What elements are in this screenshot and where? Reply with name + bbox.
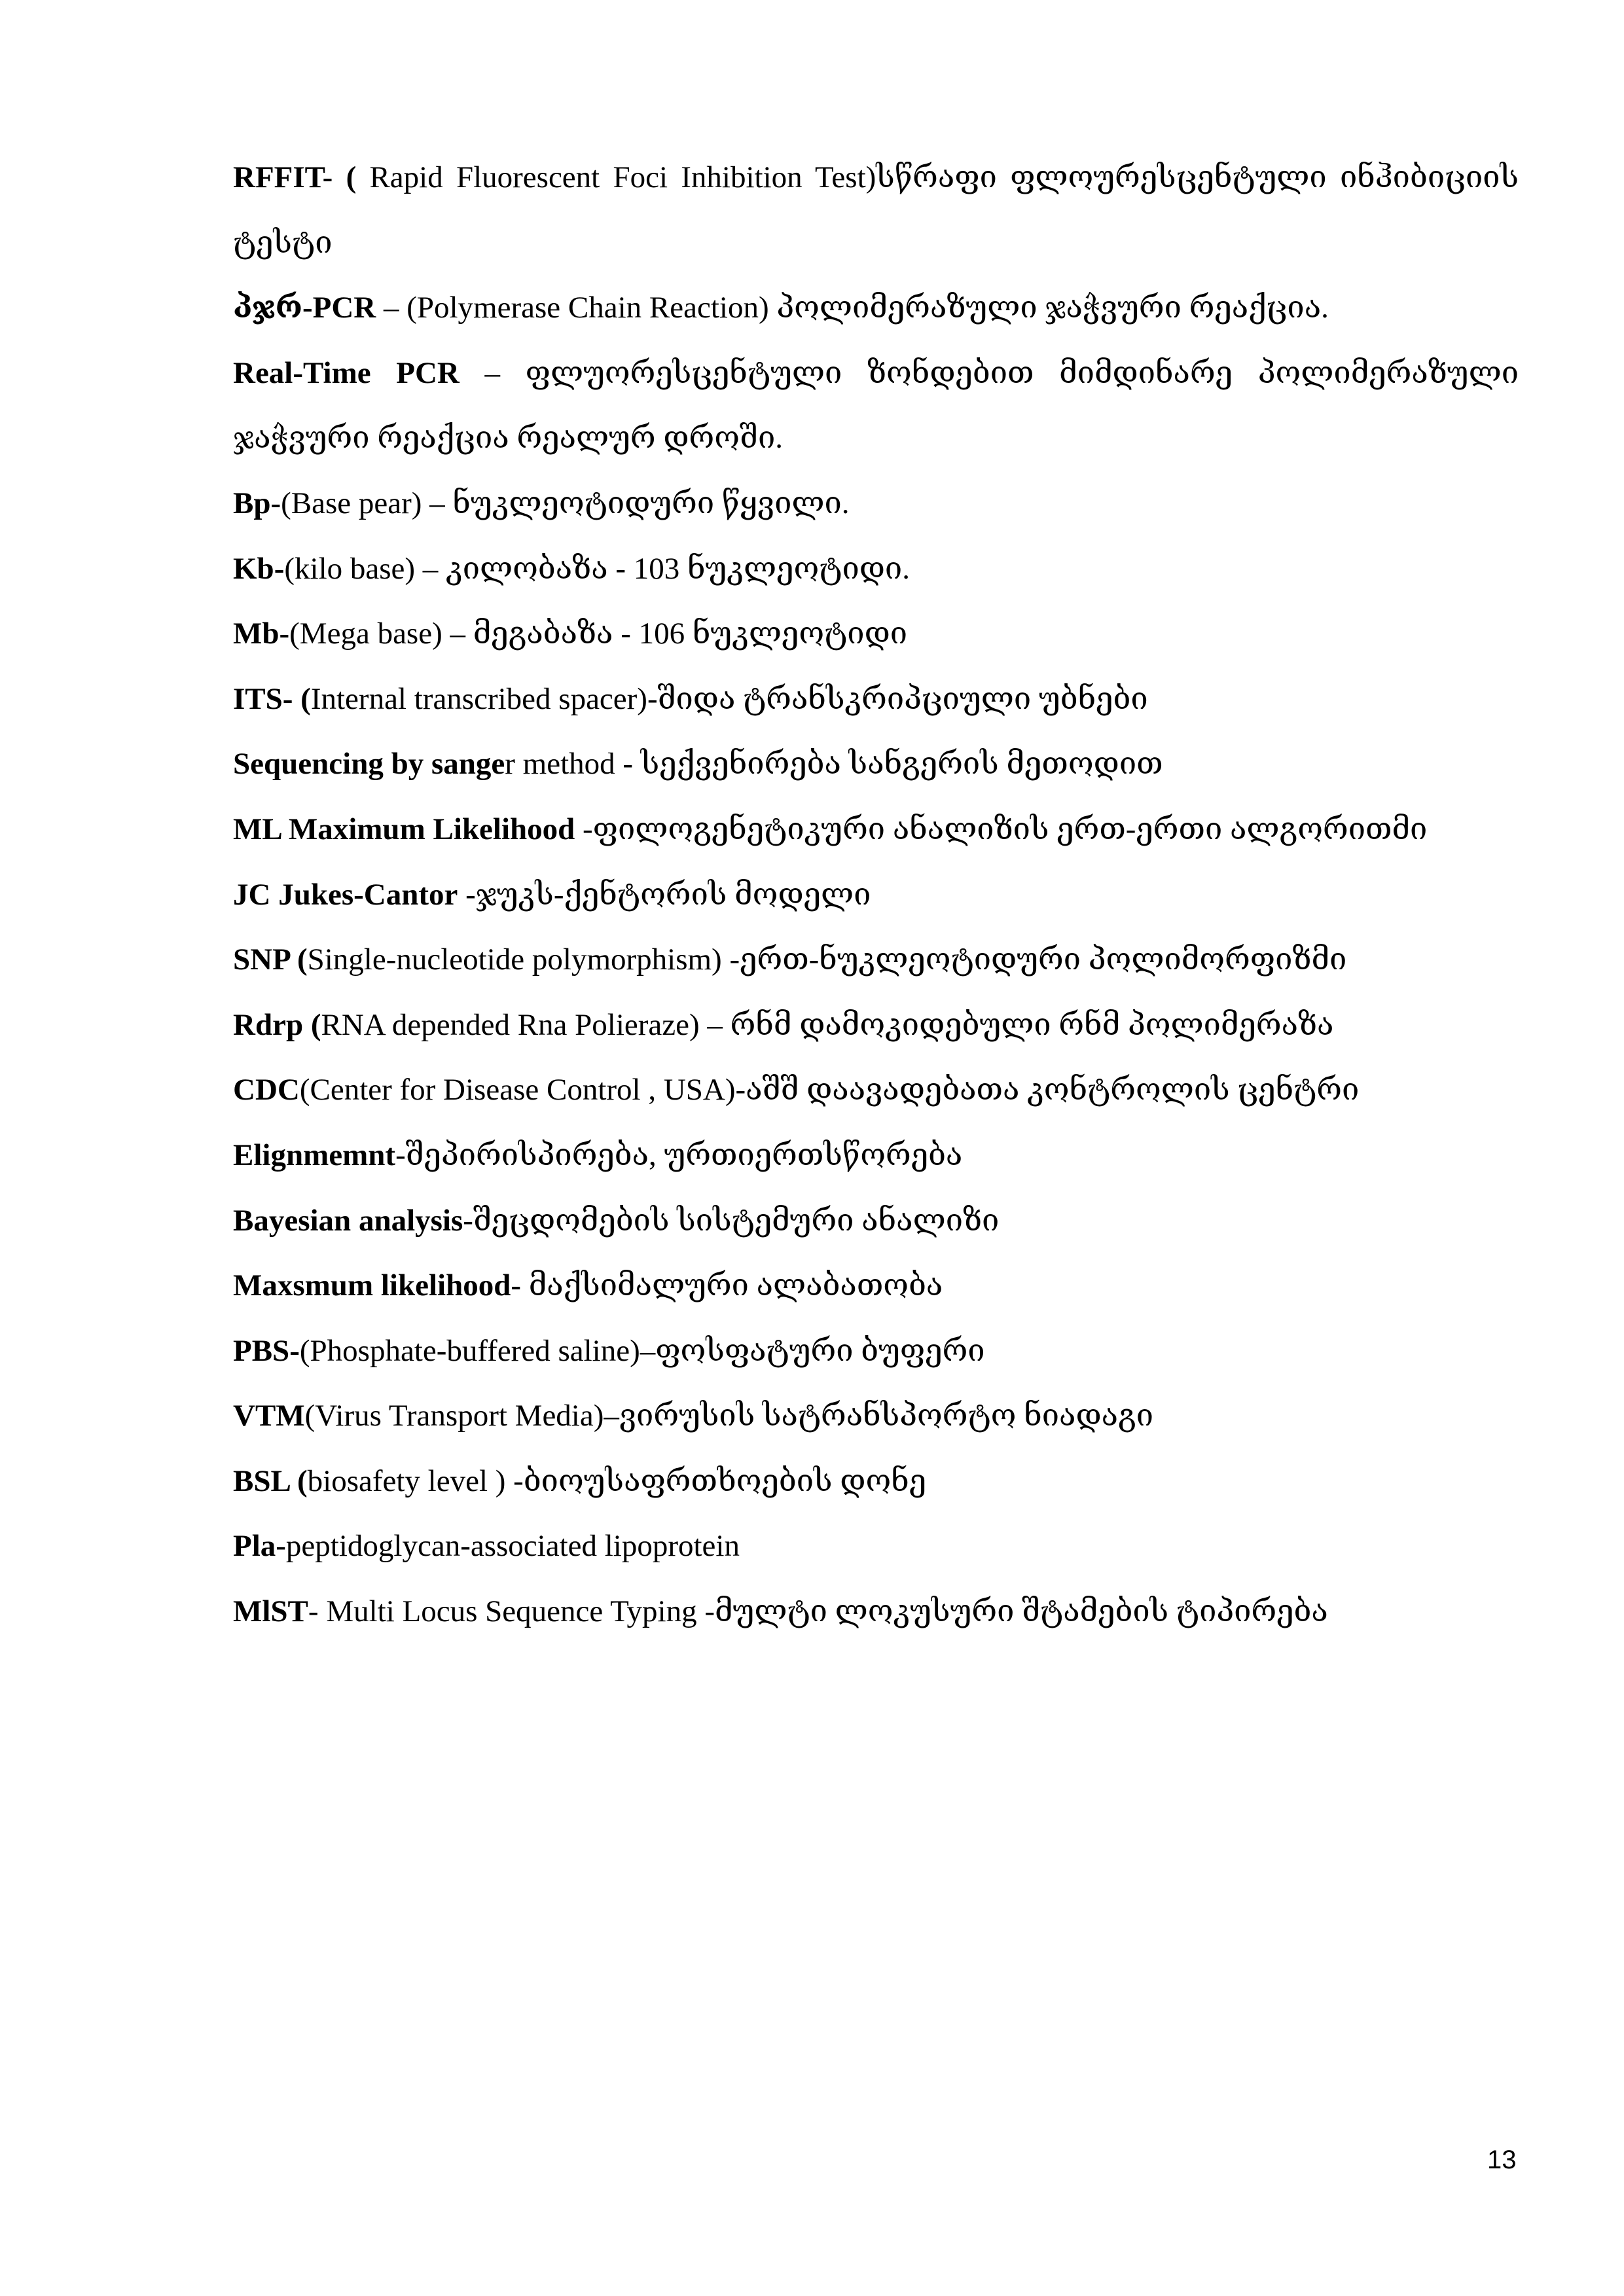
- abbreviation-term: Sequencing by sange: [233, 747, 505, 781]
- abbreviation-entry: [233, 276, 1519, 341]
- abbreviation-definition: (Mega base) – მეგაბაზა - 106 ნუკლეოტიდი: [289, 617, 908, 651]
- abbreviation-entry: [233, 863, 1519, 928]
- abbreviation-term: ITS- (: [233, 681, 311, 716]
- abbreviation-term: Bp-: [233, 486, 281, 520]
- abbreviations-list: [233, 145, 1519, 1645]
- abbreviation-term: Rdrp (: [233, 1007, 321, 1042]
- abbreviation-definition: RNA depended Rna Polieraze) – რნმ დამოკიდებული რნმ პოლიმერაზა: [321, 1007, 1334, 1042]
- abbreviation-entry: [233, 1319, 1519, 1384]
- abbreviation-entry: [233, 1058, 1519, 1123]
- abbreviation-definition: (kilo base) – კილობაზა - 103 ნუკლეოტიდი.: [284, 551, 910, 586]
- abbreviation-term: JC Jukes-Cantor: [233, 877, 458, 912]
- abbreviation-entry: [233, 601, 1519, 667]
- abbreviation-definition: Rapid Fluorescent Foci Inhibition Test)სწრაფი ფლოურესცენტული ინჰიბიციის ტესტი: [233, 160, 1519, 260]
- abbreviation-term: Bayesian analysis: [233, 1203, 463, 1238]
- abbreviation-definition: -შეპირისპირება, ურთიერთსწორება: [395, 1138, 963, 1172]
- abbreviation-term: CDC: [233, 1073, 300, 1107]
- abbreviation-entry: [233, 537, 1519, 602]
- abbreviation-term: Real-Time PCR: [233, 355, 460, 390]
- abbreviation-term: პჯრ-PCR: [233, 291, 376, 325]
- abbreviation-term: ML Maximum Likelihood: [233, 812, 575, 846]
- abbreviation-term: Mb-: [233, 617, 290, 651]
- abbreviation-definition: (Virus Transport Media)–ვირუსის სატრანსპორტო ნიადაგი: [304, 1399, 1154, 1433]
- abbreviation-term: BSL (: [233, 1463, 308, 1498]
- abbreviation-definition: (Phosphate-buffered saline)–ფოსფატური ბუფერი: [299, 1333, 985, 1368]
- abbreviation-entry: [233, 667, 1519, 732]
- abbreviation-entry: [233, 145, 1519, 276]
- abbreviation-definition: -ფილოგენეტიკური ანალიზის ერთ-ერთი ალგორითმი: [575, 812, 1428, 846]
- abbreviation-definition: Internal transcribed spacer)-შიდა ტრანსკრიპციული უბნები: [310, 681, 1148, 716]
- abbreviation-definition: (Base pear) – ნუკლეოტიდური წყვილი.: [281, 486, 850, 520]
- abbreviation-definition: – (Polymerase Chain Reaction) პოლიმერაზული ჯაჭვური რეაქცია.: [376, 291, 1329, 325]
- abbreviation-entry: [233, 471, 1519, 537]
- abbreviation-entry: [233, 927, 1519, 993]
- abbreviation-definition: -შეცდომების სისტემური ანალიზი: [463, 1203, 1000, 1238]
- abbreviation-entry: [233, 1449, 1519, 1515]
- abbreviation-term: Elignmemnt: [233, 1138, 396, 1172]
- abbreviation-term: MlST: [233, 1594, 308, 1629]
- abbreviation-term: VTM: [233, 1399, 305, 1433]
- abbreviation-definition: -peptidoglycan-associated lipoprotein: [276, 1529, 740, 1564]
- abbreviation-definition: (Center for Disease Control , USA)-აშშ დაავადებათა კონტროლის ცენტრი: [299, 1073, 1360, 1107]
- abbreviation-definition: - Multi Locus Sequence Typing -მულტი ლოკუსური შტამების ტიპირება: [308, 1594, 1328, 1629]
- abbreviation-entry: [233, 1189, 1519, 1254]
- abbreviation-entry: [233, 1253, 1519, 1319]
- abbreviation-entry: [233, 1579, 1519, 1645]
- abbreviation-term: Maxsmum likelihood-: [233, 1268, 522, 1303]
- abbreviation-entry: [233, 341, 1519, 471]
- abbreviation-term: SNP (: [233, 942, 308, 977]
- page-number: 13: [1487, 2145, 1517, 2174]
- abbreviation-term: Pla: [233, 1529, 276, 1564]
- abbreviation-definition: -ჯუკს-ქენტორის მოდელი: [458, 877, 871, 912]
- abbreviation-definition: – ფლუორესცენტული ზონდებით მიმდინარე პოლიმერაზული ჯაჭვური რეაქცია რეალურ დროში.: [233, 355, 1519, 456]
- abbreviation-entry: [233, 1384, 1519, 1449]
- abbreviation-entry: [233, 797, 1519, 863]
- abbreviation-entry: [233, 993, 1519, 1058]
- abbreviation-entry: [233, 1123, 1519, 1189]
- abbreviation-entry: [233, 732, 1519, 797]
- abbreviation-definition: Single-nucleotide polymorphism) -ერთ-ნუკლეოტიდური პოლიმორფიზმი: [307, 942, 1347, 977]
- abbreviation-entry: [233, 1514, 1519, 1579]
- abbreviation-definition: biosafety level ) -ბიოუსაფრთხოების დონე: [307, 1463, 927, 1498]
- abbreviation-definition: მაქსიმალური ალაბათობა: [521, 1268, 943, 1303]
- abbreviation-term: Kb-: [233, 551, 285, 586]
- abbreviation-definition: r method - სექვენირება სანგერის მეთოდით: [505, 747, 1163, 781]
- abbreviation-term: RFFIT- (: [233, 160, 357, 194]
- abbreviation-term: PBS-: [233, 1333, 300, 1368]
